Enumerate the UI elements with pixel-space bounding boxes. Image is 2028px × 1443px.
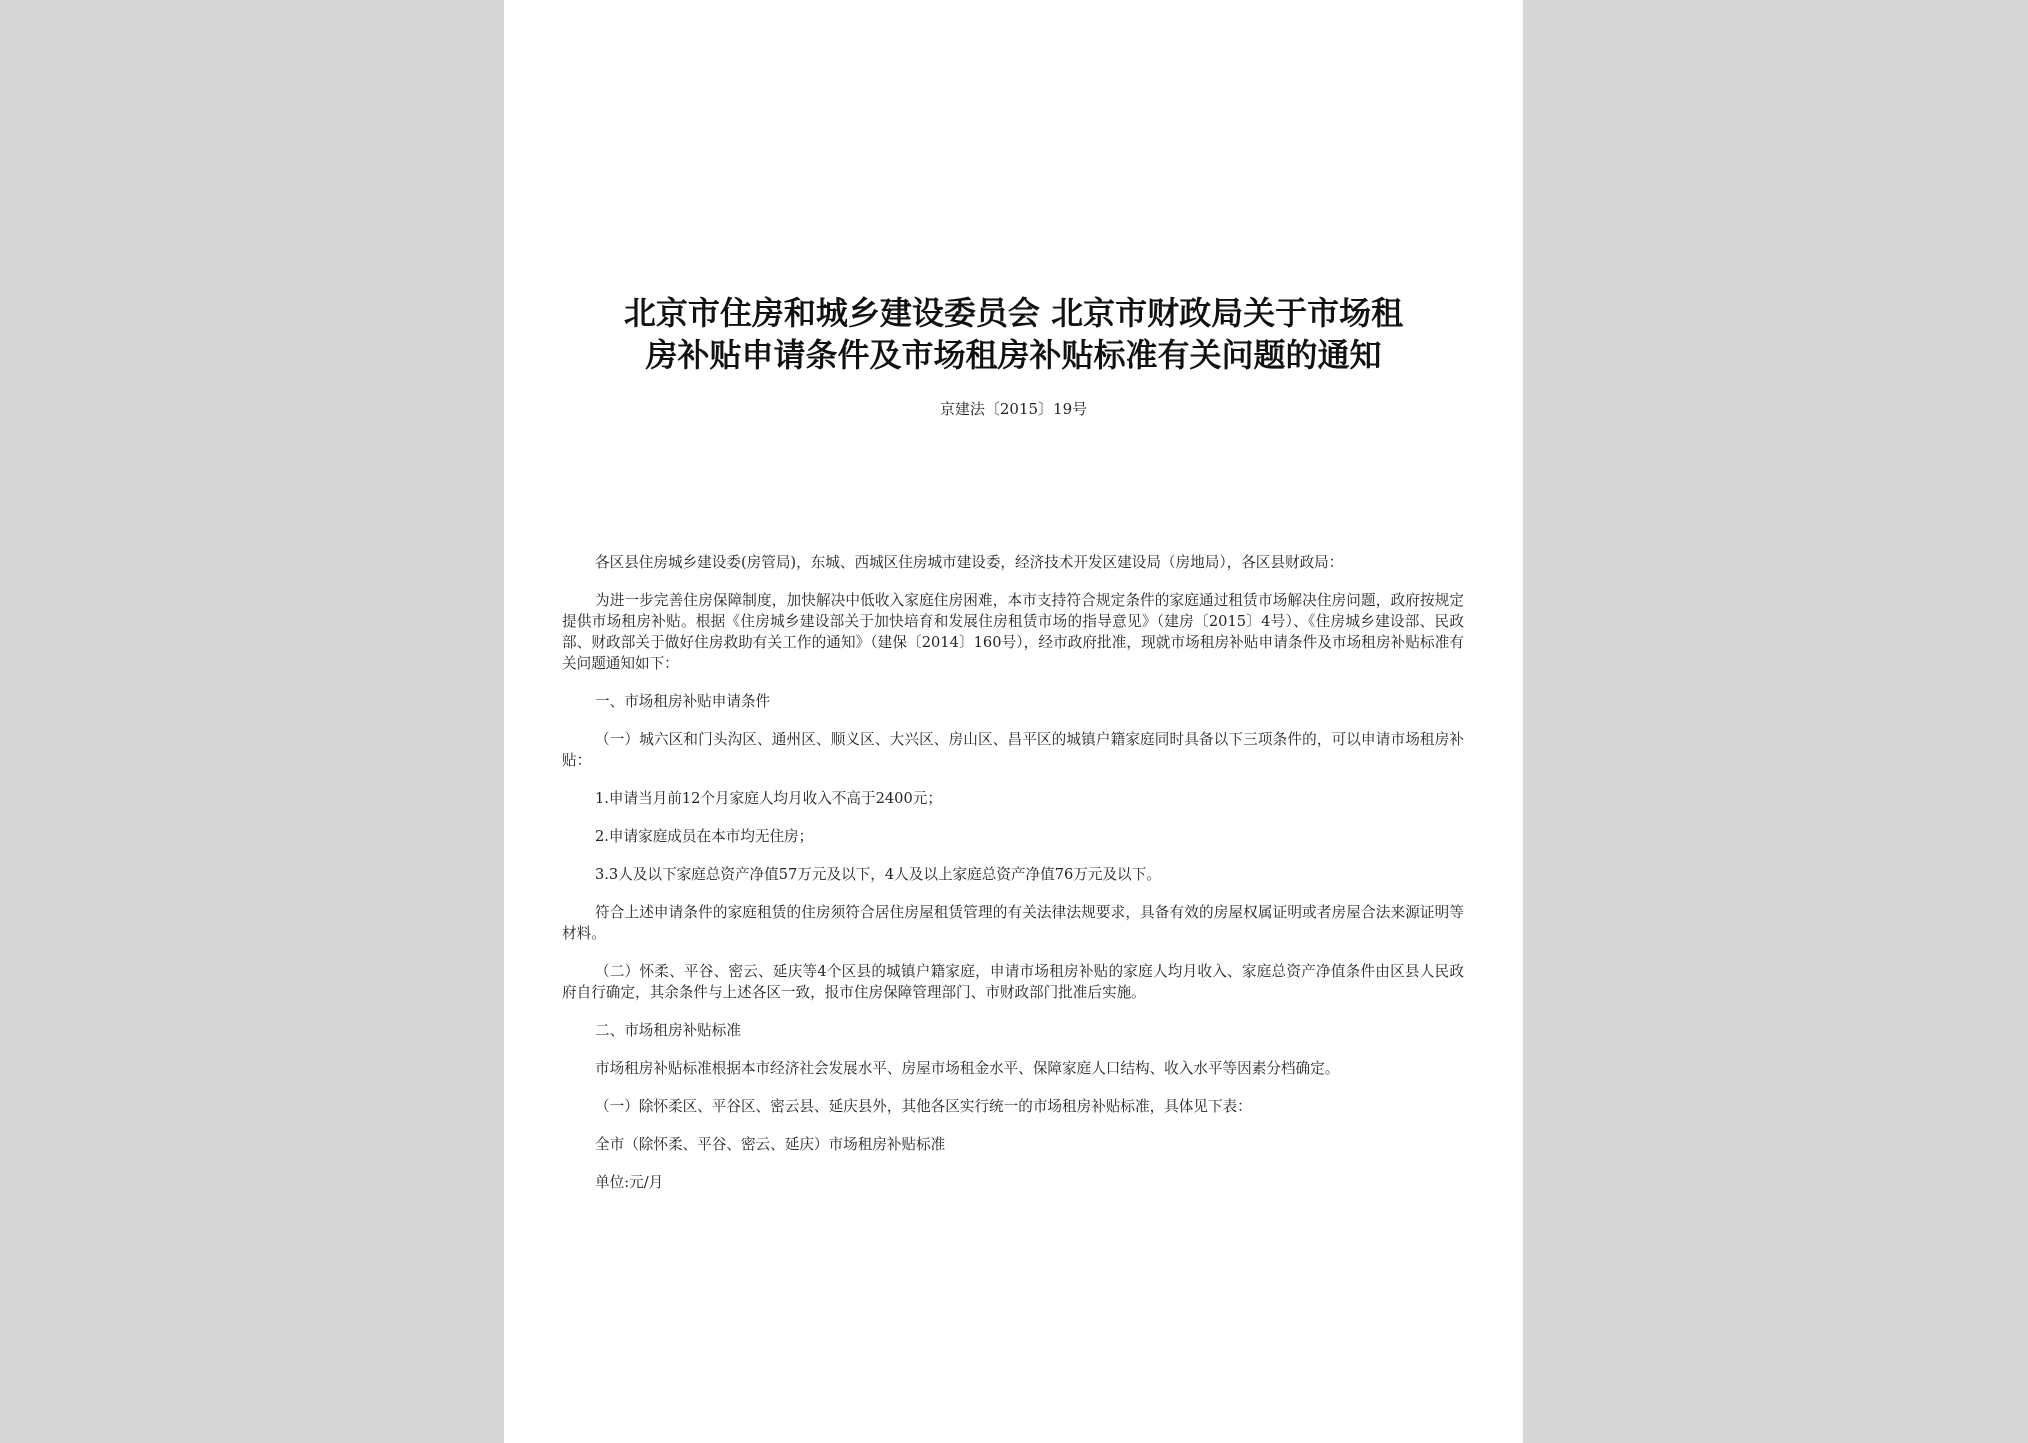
document-body — [562, 552, 1464, 1210]
intro-paragraph: 为进一步完善住房保障制度，加快解决中低收入家庭住房困难，本市支持符合规定条件的家庭通过租赁市场解决住房问题，政府按规定提供市场租房补贴。根据《住房城乡建设部关于加快培育和发展住房租赁市场的指导意见》（建房〔2015〕4号）、《住房城乡建设部、民政部、财政部关于做好住房救助有关工作的通知》（建保〔2014〕160号），经市政府批准，现就市场租房补贴申请条件及市场租房补贴标准有关问题通知如下： — [562, 592, 1464, 672]
title-line-2: 房补贴申请条件及市场租房补贴标准有关问题的通知 — [645, 336, 1382, 374]
section-heading-1: 一、市场租房补贴申请条件 — [595, 693, 771, 710]
section-heading-2: 二、市场租房补贴标准 — [595, 1022, 741, 1039]
table-caption: 全市（除怀柔、平谷、密云、延庆）市场租房补贴标准 — [595, 1136, 946, 1153]
standard-subsection-1: （一）除怀柔区、平谷区、密云县、延庆县外，其他各区实行统一的市场租房补贴标准，具体见下表： — [595, 1098, 1252, 1115]
condition-1: 1.申请当月前12个月家庭人均月收入不高于2400元； — [595, 790, 942, 807]
document-page — [504, 0, 1523, 1443]
subsection-2-paragraph: （二）怀柔、平谷、密云、延庆等4个区县的城镇户籍家庭，申请市场租房补贴的家庭人均月收入、家庭总资产净值条件由区县人民政府自行确定，其余条件与上述各区一致，报市住房保障管理部门、市财政部门批准后实施。 — [562, 963, 1464, 1001]
housing-requirement-paragraph: 符合上述申请条件的家庭租赁的住房须符合居住房屋租赁管理的有关法律法规要求，具备有效的房屋权属证明或者房屋合法来源证明等材料。 — [562, 904, 1464, 942]
standard-paragraph: 市场租房补贴标准根据本市经济社会发展水平、房屋市场租金水平、保障家庭人口结构、收入水平等因素分档确定。 — [595, 1060, 1340, 1077]
title-line-1: 北京市住房和城乡建设委员会 北京市财政局关于市场租 — [623, 294, 1404, 332]
unit-label: 单位:元/月 — [595, 1174, 664, 1191]
subsection-1-paragraph: （一）城六区和门头沟区、通州区、顺义区、大兴区、房山区、昌平区的城镇户籍家庭同时具备以下三项条件的，可以申请市场租房补贴： — [562, 731, 1464, 769]
document-number: 京建法〔2015〕19号 — [939, 400, 1088, 418]
document-title — [540, 292, 1487, 376]
condition-2: 2.申请家庭成员在本市均无住房； — [595, 828, 814, 845]
addressee-paragraph: 各区县住房城乡建设委(房管局)，东城、西城区住房城市建设委，经济技术开发区建设局（房地局），各区县财政局： — [595, 554, 1344, 571]
condition-3: 3.3人及以下家庭总资产净值57万元及以下，4人及以上家庭总资产净值76万元及以下。 — [595, 866, 1161, 883]
